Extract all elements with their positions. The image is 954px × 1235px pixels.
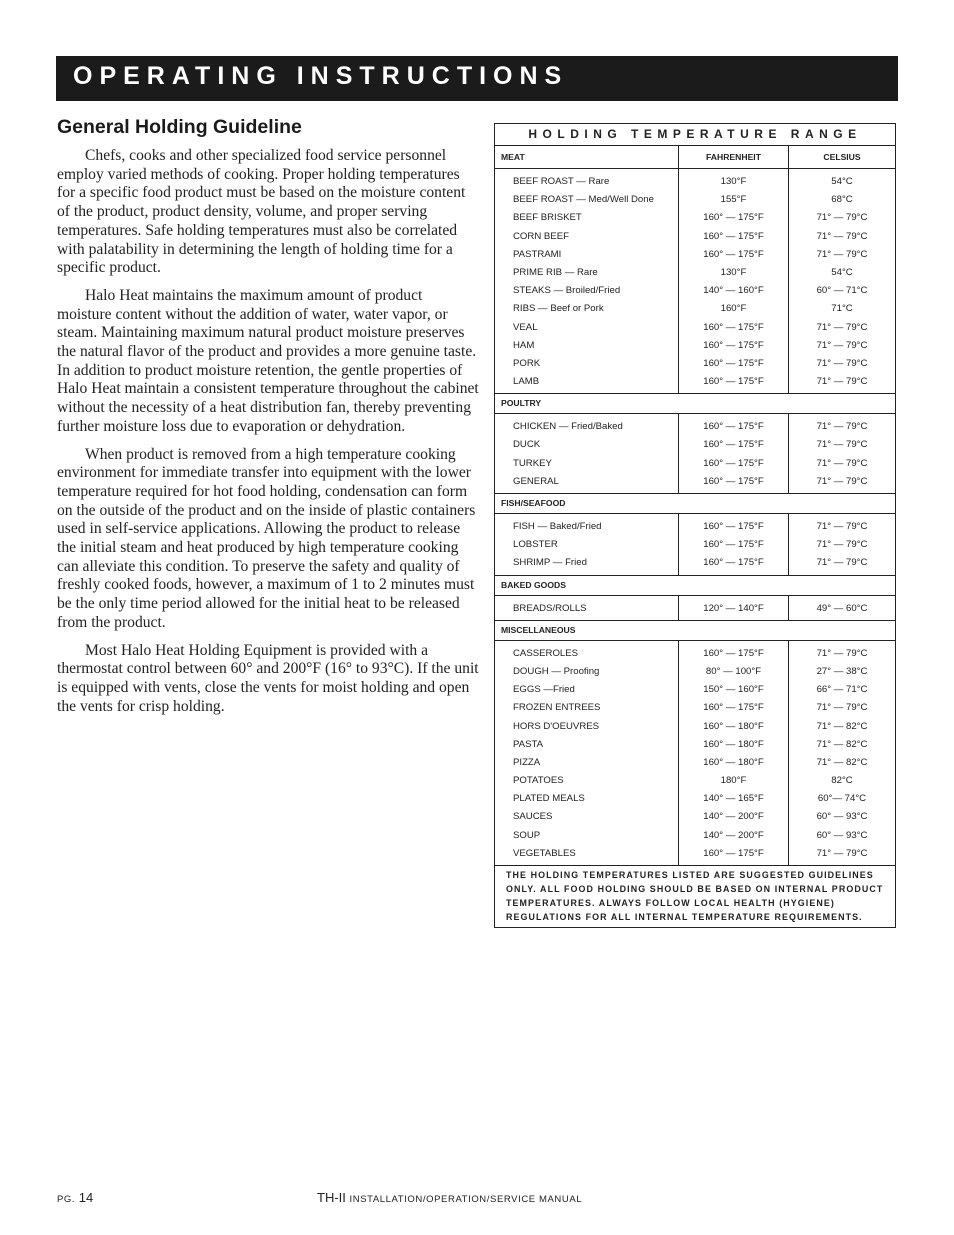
item-name: LAMB bbox=[513, 376, 540, 388]
celsius-column bbox=[788, 169, 895, 393]
fahrenheit-value: 140° — 160°F bbox=[703, 285, 764, 297]
celsius-value: 71°C bbox=[831, 303, 853, 315]
item-name: STEAKS — Broiled/Fried bbox=[513, 285, 621, 297]
item-name: RIBS — Beef or Pork bbox=[513, 303, 604, 315]
category-group bbox=[495, 641, 895, 865]
fahrenheit-value: 160° — 175°F bbox=[703, 212, 764, 224]
celsius-value: 71° — 79°C bbox=[816, 212, 868, 224]
celsius-column bbox=[788, 641, 895, 865]
celsius-value: 49° — 60°C bbox=[816, 602, 868, 614]
item-name: BEEF ROAST — Rare bbox=[513, 176, 610, 187]
celsius-column bbox=[788, 514, 895, 575]
item-name: HORS D'OEUVRES bbox=[513, 720, 600, 732]
item-column bbox=[495, 514, 678, 575]
item-name: EGGS —Fried bbox=[513, 684, 575, 696]
fahrenheit-value: 180°F bbox=[720, 775, 747, 787]
item-name: VEAL bbox=[513, 321, 538, 333]
page-number bbox=[57, 1190, 93, 1205]
fahrenheit-value: 120° — 140°F bbox=[703, 602, 764, 614]
item-column bbox=[495, 596, 678, 620]
fahrenheit-value: 160° — 175°F bbox=[703, 475, 764, 487]
item-name: PLATED MEALS bbox=[513, 793, 585, 805]
fahrenheit-column bbox=[678, 596, 788, 620]
celsius-value: 71° — 79°C bbox=[816, 702, 868, 714]
column-header: FAHRENHEIT bbox=[678, 146, 788, 168]
category-header: MISCELLANEOUS bbox=[495, 620, 895, 641]
fahrenheit-value: 80° — 100°F bbox=[705, 665, 762, 677]
item-column bbox=[495, 414, 678, 493]
paragraph: Halo Heat maintains the maximum amount of product moisture content without the addition of water, water vapor, or steam. Maintaining maximum natural product moisture preserves the natural flavor of the product and provides a more genuine taste. In addition to product moisture retention, the gentle properties of Halo Heat maintain a consistent temperature throughout the cabinet without the necessity of a heat distribution fan, thereby preventing further moisture loss due to evaporation or dehydration. bbox=[57, 286, 479, 435]
fahrenheit-value: 140° — 165°F bbox=[703, 793, 764, 805]
fahrenheit-value: 160° — 180°F bbox=[703, 738, 764, 750]
fahrenheit-value: 130°F bbox=[720, 176, 747, 187]
celsius-column bbox=[788, 596, 895, 620]
fahrenheit-value: 160° — 175°F bbox=[703, 557, 764, 569]
celsius-value: 66° — 71°C bbox=[816, 684, 868, 696]
celsius-value: 71° — 79°C bbox=[816, 521, 868, 532]
fahrenheit-value: 160° — 180°F bbox=[703, 720, 764, 732]
celsius-value: 71° — 82°C bbox=[816, 756, 868, 768]
celsius-value: 71° — 82°C bbox=[816, 738, 868, 750]
celsius-value: 60° — 93°C bbox=[816, 829, 868, 841]
item-name: PASTRAMI bbox=[513, 248, 562, 260]
celsius-value: 68°C bbox=[831, 194, 853, 206]
item-name: FROZEN ENTREES bbox=[513, 702, 601, 714]
paragraph: Most Halo Heat Holding Equipment is provided with a thermostat control between 60° and 200°F (16° to 93°C). If the unit is equipped with vents, close the vents for moist holding and open the vents for crisp holding. bbox=[57, 641, 479, 715]
column-header: CELSIUS bbox=[788, 146, 895, 168]
item-name: DOUGH — Proofing bbox=[513, 665, 600, 677]
celsius-value: 54°C bbox=[831, 176, 853, 187]
fahrenheit-value: 140° — 200°F bbox=[703, 829, 764, 841]
item-name: BEEF ROAST — Med/Well Done bbox=[513, 194, 654, 206]
celsius-value: 71° — 79°C bbox=[816, 357, 868, 369]
item-name: VEGETABLES bbox=[513, 847, 576, 859]
model-name: TH-II bbox=[317, 1190, 346, 1205]
paragraph: Chefs, cooks and other specialized food service personnel employ varied methods of cooking. Proper holding temperatures for a specific food product must be based on the moisture content of the product, product density, volume, and proper serving temperatures. Safe holding temperatures must also be correlated with palatability in determining the length of holding time for a specific product. bbox=[57, 147, 466, 277]
fahrenheit-value: 130°F bbox=[720, 266, 747, 278]
item-name: GENERAL bbox=[513, 475, 559, 487]
celsius-value: 71° — 79°C bbox=[816, 457, 868, 469]
celsius-value: 71° — 79°C bbox=[816, 321, 868, 333]
fahrenheit-value: 160° — 180°F bbox=[703, 756, 764, 768]
item-name: PRIME RIB — Rare bbox=[513, 266, 598, 278]
category-header: FISH/SEAFOOD bbox=[495, 493, 895, 514]
fahrenheit-value: 155°F bbox=[720, 194, 747, 206]
fahrenheit-value: 160° — 175°F bbox=[703, 521, 764, 532]
item-name: PASTA bbox=[513, 738, 544, 750]
fahrenheit-value: 160° — 175°F bbox=[703, 647, 764, 659]
fahrenheit-value: 160° — 175°F bbox=[703, 339, 764, 351]
table-title: HOLDING TEMPERATURE RANGE bbox=[495, 124, 895, 146]
item-name: PIZZA bbox=[513, 756, 541, 768]
fahrenheit-value: 160° — 175°F bbox=[703, 702, 764, 714]
fahrenheit-value: 160° — 175°F bbox=[703, 457, 764, 469]
category-header: BAKED GOODS bbox=[495, 575, 895, 596]
section-heading: General Holding Guideline bbox=[57, 116, 302, 138]
item-name: DUCK bbox=[513, 439, 541, 451]
item-name: LOBSTER bbox=[513, 539, 558, 551]
celsius-value: 71° — 79°C bbox=[816, 475, 868, 487]
fahrenheit-column bbox=[678, 514, 788, 575]
category-group bbox=[495, 169, 895, 393]
celsius-value: 60° — 71°C bbox=[816, 285, 868, 297]
celsius-value: 71° — 79°C bbox=[816, 421, 868, 433]
celsius-column bbox=[788, 414, 895, 493]
fahrenheit-value: 140° — 200°F bbox=[703, 811, 764, 823]
item-name: CORN BEEF bbox=[513, 230, 569, 242]
celsius-value: 71° — 79°C bbox=[816, 539, 868, 551]
celsius-value: 27° — 38°C bbox=[816, 665, 868, 677]
section-banner bbox=[56, 56, 898, 101]
item-name: FISH — Baked/Fried bbox=[513, 521, 602, 532]
table-body bbox=[495, 146, 895, 865]
fahrenheit-value: 160° — 175°F bbox=[703, 421, 764, 433]
item-name: CHICKEN — Fried/Baked bbox=[513, 421, 623, 433]
table-header-row bbox=[495, 146, 895, 169]
celsius-value: 71° — 79°C bbox=[816, 339, 868, 351]
celsius-value: 71° — 79°C bbox=[816, 647, 868, 659]
fahrenheit-value: 160° — 175°F bbox=[703, 376, 764, 388]
category-header: POULTRY bbox=[495, 393, 895, 414]
celsius-value: 71° — 79°C bbox=[816, 847, 868, 859]
page-number-value: 14 bbox=[78, 1190, 94, 1205]
fahrenheit-value: 160° — 175°F bbox=[703, 539, 764, 551]
item-name: SOUP bbox=[513, 829, 541, 841]
celsius-value: 71° — 79°C bbox=[816, 376, 868, 388]
celsius-value: 71° — 79°C bbox=[816, 439, 868, 451]
table-note: THE HOLDING TEMPERATURES LISTED ARE SUGGESTED GUIDELINES ONLY. ALL FOOD HOLDING SHOULD BE BASED ON INTERNAL PRODUCT TEMPERATURES. ALWAYS FOLLOW LOCAL HEALTH (HYGIENE) REGULATIONS FOR ALL INTERNAL TEMPERATURE REQUIREMENTS. bbox=[495, 865, 895, 927]
fahrenheit-value: 160° — 175°F bbox=[703, 439, 764, 451]
manual-title bbox=[317, 1190, 582, 1205]
celsius-value: 82°C bbox=[831, 775, 853, 787]
celsius-value: 60° — 93°C bbox=[816, 811, 868, 823]
celsius-value: 60°— 74°C bbox=[817, 793, 867, 805]
fahrenheit-value: 150° — 160°F bbox=[703, 684, 764, 696]
guideline-section bbox=[57, 116, 479, 725]
category-group bbox=[495, 596, 895, 620]
column-header: MEAT bbox=[501, 152, 525, 162]
item-name: POTATOES bbox=[513, 775, 564, 787]
fahrenheit-value: 160° — 175°F bbox=[703, 248, 764, 260]
item-name: SHRIMP — Fried bbox=[513, 557, 587, 569]
manual-name: INSTALLATION/OPERATION/SERVICE MANUAL bbox=[349, 1194, 583, 1205]
item-name: SAUCES bbox=[513, 811, 553, 823]
category-group bbox=[495, 414, 895, 493]
item-name: PORK bbox=[513, 357, 541, 369]
celsius-value: 71° — 79°C bbox=[816, 248, 868, 260]
celsius-value: 71° — 79°C bbox=[816, 557, 868, 569]
fahrenheit-column bbox=[678, 641, 788, 865]
fahrenheit-column bbox=[678, 169, 788, 393]
fahrenheit-value: 160° — 175°F bbox=[703, 357, 764, 369]
celsius-value: 54°C bbox=[831, 266, 853, 278]
holding-temperature-table bbox=[494, 123, 896, 928]
item-name: BREADS/ROLLS bbox=[513, 602, 587, 614]
fahrenheit-column bbox=[678, 414, 788, 493]
fahrenheit-value: 160° — 175°F bbox=[703, 230, 764, 242]
page-prefix: PG. bbox=[57, 1194, 76, 1205]
fahrenheit-value: 160°F bbox=[720, 303, 747, 315]
item-name: HAM bbox=[513, 339, 535, 351]
item-column bbox=[495, 641, 678, 865]
item-name: BEEF BRISKET bbox=[513, 212, 582, 224]
item-column bbox=[495, 169, 678, 393]
paragraph: When product is removed from a high temperature cooking environment for immediate transfer into equipment with the lower temperature required for hot food holding, condensation can form on the outside of the product and on the inside of plastic containers used in self-service applications. Allowing the product to release the initial steam and heat produced by high temperature cooking can alleviate this condition. To preserve the safety and quality of freshly cooked foods, however, a maximum of 1 to 2 minutes must be the only time period allowed for the initial heat to be released from the product. bbox=[57, 445, 476, 631]
fahrenheit-value: 160° — 175°F bbox=[703, 321, 764, 333]
fahrenheit-value: 160° — 175°F bbox=[703, 847, 764, 859]
celsius-value: 71° — 82°C bbox=[816, 720, 868, 732]
item-name: TURKEY bbox=[513, 457, 552, 469]
category-group bbox=[495, 514, 895, 575]
banner-title: OPERATING INSTRUCTIONS bbox=[73, 62, 569, 90]
item-name: CASSEROLES bbox=[513, 647, 579, 659]
celsius-value: 71° — 79°C bbox=[816, 230, 868, 242]
